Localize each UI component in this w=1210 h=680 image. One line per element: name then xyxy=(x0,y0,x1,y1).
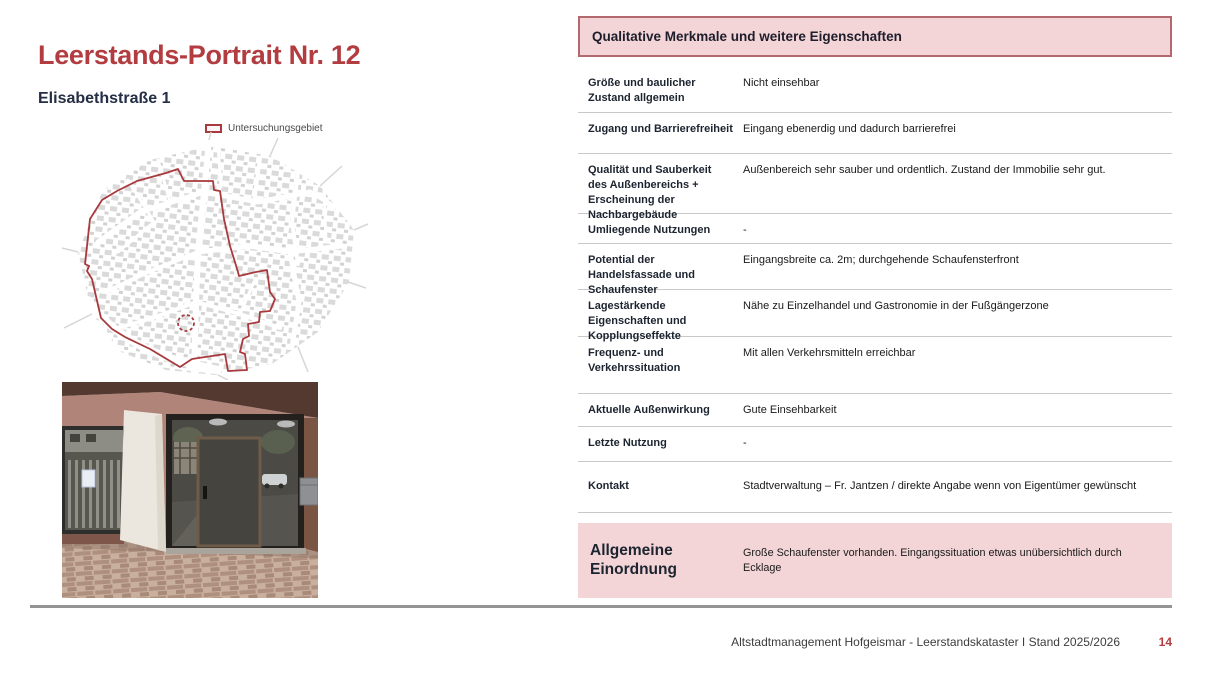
row-value: Eingangsbreite ca. 2m; durchgehende Schaufensterfront xyxy=(743,254,1019,266)
table-row xyxy=(578,113,1172,154)
table-row xyxy=(578,154,1172,221)
row-label: Aktuelle Außenwirkung xyxy=(588,404,710,416)
row-label: Größe und baulicher Zustand allgemein xyxy=(588,77,696,104)
table-row xyxy=(578,67,1172,113)
row-value: Außenbereich sehr sauber und ordentlich. Zustand der Immobilie sehr gut. xyxy=(743,164,1106,176)
row-value: Mit allen Verkehrsmitteln erreichbar xyxy=(743,347,916,359)
table-row xyxy=(578,427,1172,462)
summary-box xyxy=(578,523,1172,598)
city-map-svg xyxy=(58,132,368,380)
row-value: Nicht einsehbar xyxy=(743,77,820,89)
table-rows xyxy=(578,67,1172,513)
row-label: Qualität und Sauberkeit des Außenbereichs + Erscheinung der Nachbargebäude xyxy=(588,164,712,221)
row-label: Frequenz- und Verkehrssituation xyxy=(588,347,681,374)
row-label: Kontakt xyxy=(588,480,629,492)
row-label: Lagestärkende Eigenschaften und Kopplungseffekte xyxy=(588,300,687,342)
table-row xyxy=(578,337,1172,394)
page-title: Leerstands-Portrait Nr. 12 xyxy=(38,40,361,70)
row-value: - xyxy=(743,437,747,449)
row-value: Eingang ebenerdig und dadurch barrierefrei xyxy=(743,123,956,135)
storefront-photo-svg xyxy=(62,382,318,598)
page-number: 14 xyxy=(1158,635,1172,649)
table-header: Qualitative Merkmale und weitere Eigenschaften xyxy=(578,16,1172,57)
table-row xyxy=(578,462,1172,513)
summary-text: Große Schaufenster vorhanden. Eingangssituation etwas unübersichtlich durch Ecklage xyxy=(743,546,1122,574)
row-label: Zugang und Barrierefreiheit xyxy=(588,123,733,135)
table-row xyxy=(578,244,1172,296)
footer-text: Altstadtmanagement Hofgeismar - Leerstandskataster I Stand 2025/2026 xyxy=(731,635,1120,649)
row-value: - xyxy=(743,224,747,236)
row-label: Umliegende Nutzungen xyxy=(588,224,711,236)
qualitative-table xyxy=(578,16,1172,598)
row-label: Letzte Nutzung xyxy=(588,437,667,449)
table-row xyxy=(578,394,1172,427)
row-value: Nähe zu Einzelhandel und Gastronomie in der Fußgängerzone xyxy=(743,300,1049,312)
legend-label: Untersuchungsgebiet xyxy=(228,123,323,134)
row-value: Stadtverwaltung – Fr. Jantzen / direkte Angabe wenn von Eigentümer gewünscht xyxy=(743,480,1137,492)
storefront-photo xyxy=(62,382,318,598)
page-subtitle: Elisabethstraße 1 xyxy=(38,90,171,107)
table-row xyxy=(578,290,1172,342)
summary-label: Allgemeine Einordnung xyxy=(590,541,677,578)
row-label: Potential der Handelsfassade und Schaufenster xyxy=(588,254,695,296)
footer-divider xyxy=(30,605,1172,608)
row-value: Gute Einsehbarkeit xyxy=(743,404,837,416)
city-map xyxy=(58,132,368,380)
